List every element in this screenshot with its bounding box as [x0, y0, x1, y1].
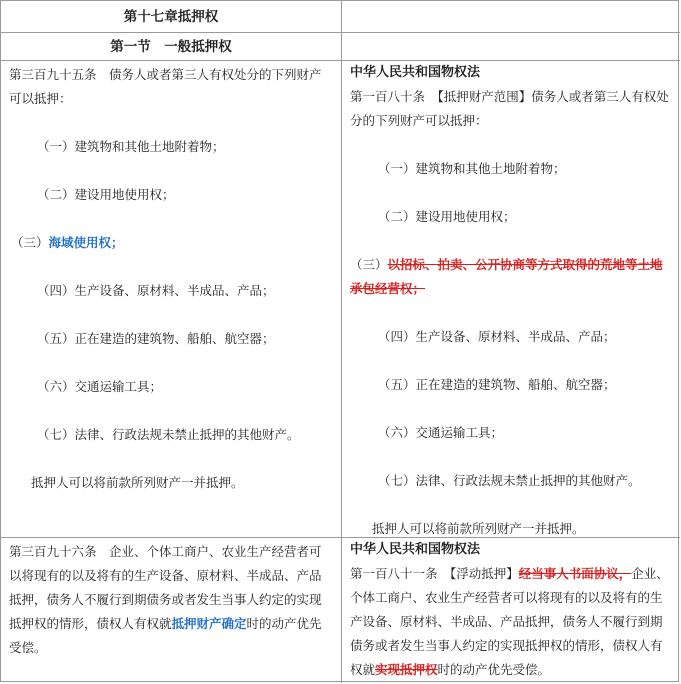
property-law-181-cell	[342, 538, 680, 682]
article-180-item-2: （二）建设用地使用权；	[378, 209, 516, 224]
article-396-text-a: 第三百九十六条 企业、个体工商户、农业生产经营者可以将现有的以及将有的生产设备、原材料、半成品、产品抵押，债务人不履行到期债务或者发生当事人约定的实现抵押权的情形，债权人有权就	[9, 544, 322, 631]
article-396-text	[9, 540, 331, 660]
chapter-row	[1, 1, 680, 33]
article-180-item-3	[350, 253, 672, 301]
article-180-item-7: （七）法律、行政法规未禁止抵押的其他财产。	[378, 473, 641, 488]
article-395-closing: 抵押人可以将前款所列财产一并抵押。	[31, 475, 244, 490]
article-180-item-6: （六）交通运输工具；	[378, 425, 504, 440]
chapter-title: 第十七章抵押权	[123, 9, 219, 25]
article-181-text	[350, 562, 672, 682]
article-395-item-3-added-text: 海域使用权；	[48, 235, 124, 250]
article-180-item-3-number: （三）	[350, 257, 388, 272]
article-181-text-b: 企业、个体工商户、农业生产经营者可以将现有的以及将有的生产设备、原材料、半成品、产品抵押，债务人不履行到期债务或者发生当事人约定的实现抵押权的情形，债权人有权就	[350, 566, 669, 677]
article-395-item-3	[9, 231, 333, 255]
article-180-item-3-deleted-text: 以招标、拍卖、公开协商等方式取得的荒地等土地承包经营权；	[350, 257, 663, 296]
section-row	[1, 33, 680, 61]
article-395-item-7: （七）法律、行政法规未禁止抵押的其他财产。	[37, 427, 300, 442]
section-title: 第一节 一般抵押权	[110, 39, 232, 55]
article-395-item-5: （五）正在建造的建筑物、船舶、航空器；	[37, 331, 275, 346]
article-396-cell	[1, 540, 341, 660]
article-396-text-b: 时的动产优先受偿。	[9, 616, 322, 655]
article-395-item-2: （二）建设用地使用权；	[37, 187, 175, 202]
article-180-item-5: （五）正在建造的建筑物、船舶、航空器；	[378, 377, 616, 392]
article-396-highlight: 抵押财产确定	[171, 616, 247, 631]
article-395-item-3-number: （三）	[11, 235, 49, 250]
article-180-intro: 第一百八十条 【抵押财产范围】债务人或者第三人有权处分的下列财产可以抵押：	[350, 89, 669, 128]
article-181-deleted-a: 经当事人书面协议，	[518, 566, 632, 581]
property-law-title: 中华人民共和国物权法	[350, 65, 481, 80]
article-395-item-6: （六）交通运输工具；	[37, 379, 163, 394]
article-395-item-1: （一）建筑物和其他土地附着物；	[37, 139, 225, 154]
article-395-cell	[1, 61, 341, 495]
article-180-item-4: （四）生产设备、原材料、半成品、产品；	[378, 329, 616, 344]
property-law-title-2: 中华人民共和国物权法	[350, 542, 481, 557]
article-180-closing: 抵押人可以将前款所列财产一并抵押。	[372, 521, 585, 536]
property-law-180-cell	[342, 61, 680, 541]
article-181-text-a: 第一百八十一条 【浮动抵押】	[350, 566, 519, 581]
article-row-395	[1, 61, 680, 538]
article-181-deleted-b: 实现抵押权	[375, 662, 438, 677]
article-181-text-c: 时的动产优先受偿。	[437, 662, 551, 677]
article-row-396	[1, 538, 680, 683]
article-395-intro: 第三百九十五条 债务人或者第三人有权处分的下列财产可以抵押：	[9, 67, 322, 106]
article-180-item-1: （一）建筑物和其他土地附着物；	[378, 161, 566, 176]
article-395-item-4: （四）生产设备、原材料、半成品、产品；	[37, 283, 275, 298]
